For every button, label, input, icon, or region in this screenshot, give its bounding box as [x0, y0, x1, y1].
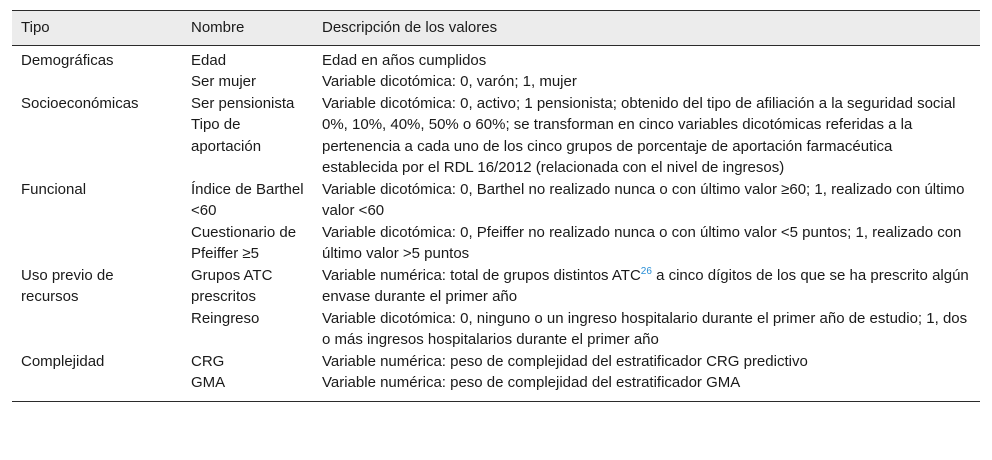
table-row: [12, 351, 980, 373]
cell-nombre: GMA: [191, 374, 226, 391]
cell-nombre: CRG: [191, 352, 225, 370]
cell-descripcion: 0%, 10%, 40%, 50% o 60%; se transforman en cinco variables dicotómicas referidas a la pertenencia a cada uno de los cinco grupos de porcentaje de aportación farmacéutica establecida por el RDL 16/2012 (relacionada con el nivel de ingresos): [322, 116, 913, 176]
cell-descripcion: Variable dicotómica: 0, Barthel no realizado nunca o con último valor ≥60; 1, realizado con último valor <60: [322, 180, 965, 219]
cell-nombre: Tipo de aportación: [191, 116, 262, 155]
table-row: [12, 179, 980, 222]
cell-tipo: [12, 308, 182, 351]
cell-nombre: Ser mujer: [191, 73, 257, 90]
cell-tipo: Funcional: [21, 180, 87, 198]
cell-nombre: Grupos ATC prescritos: [191, 266, 273, 305]
cell-descripcion: Variable dicotómica: 0, varón; 1, mujer: [322, 73, 577, 90]
table-row: [12, 93, 980, 115]
cell-tipo: [12, 372, 182, 401]
header-descripcion: Descripción de los valores: [322, 19, 498, 36]
header-nombre: Nombre: [191, 19, 245, 36]
cell-descripcion: Variable dicotómica: 0, Pfeiffer no realizado nunca o con último valor <5 puntos; 1, realizado con último valor >5 puntos: [322, 223, 962, 262]
table-header-row: [12, 11, 980, 46]
table-row: [12, 308, 980, 351]
cell-tipo: Uso previo de recursos: [21, 266, 114, 305]
cell-tipo: [12, 114, 182, 179]
cell-nombre: Ser pensionista: [191, 94, 295, 112]
reference-link-26[interactable]: 26: [640, 265, 652, 277]
description-text-end: a cinco dígitos de los que se ha prescrito algún envase durante el primer año: [322, 266, 969, 305]
cell-descripcion: Variable dicotómica: 0, activo; 1 pensionista; obtenido del tipo de afiliación a la seguridad social: [322, 94, 956, 112]
cell-tipo: [12, 71, 182, 93]
cell-descripcion: Variable numérica: peso de complejidad del estratificador GMA: [322, 374, 741, 391]
description-text-start: Variable numérica: total de grupos distintos ATC: [322, 266, 641, 284]
cell-tipo: Complejidad: [21, 352, 105, 370]
table-row: [12, 222, 980, 265]
variables-table: [12, 10, 980, 402]
cell-tipo: Demográficas: [21, 51, 114, 69]
cell-tipo: Socioeconómicas: [21, 94, 139, 112]
cell-descripcion: [313, 265, 980, 308]
cell-nombre: Índice de Barthel <60: [191, 180, 304, 219]
cell-descripcion: Variable numérica: peso de complejidad del estratificador CRG predictivo: [322, 352, 808, 370]
cell-descripcion: Edad en años cumplidos: [322, 51, 487, 69]
table-row: [12, 372, 980, 401]
header-tipo: Tipo: [21, 19, 50, 36]
cell-tipo: [12, 222, 182, 265]
table-row: [12, 114, 980, 179]
variables-table-container: [12, 10, 980, 402]
table-row: [12, 45, 980, 71]
table-row: [12, 71, 980, 93]
cell-nombre: Cuestionario de Pfeiffer ≥5: [191, 223, 297, 262]
table-row: [12, 265, 980, 308]
cell-nombre: Reingreso: [191, 309, 260, 327]
cell-descripcion: Variable dicotómica: 0, ninguno o un ingreso hospitalario durante el primer año de estudio; 1, dos o más ingresos hospitalarios durante el primer año: [322, 309, 968, 348]
cell-nombre: Edad: [191, 51, 227, 69]
